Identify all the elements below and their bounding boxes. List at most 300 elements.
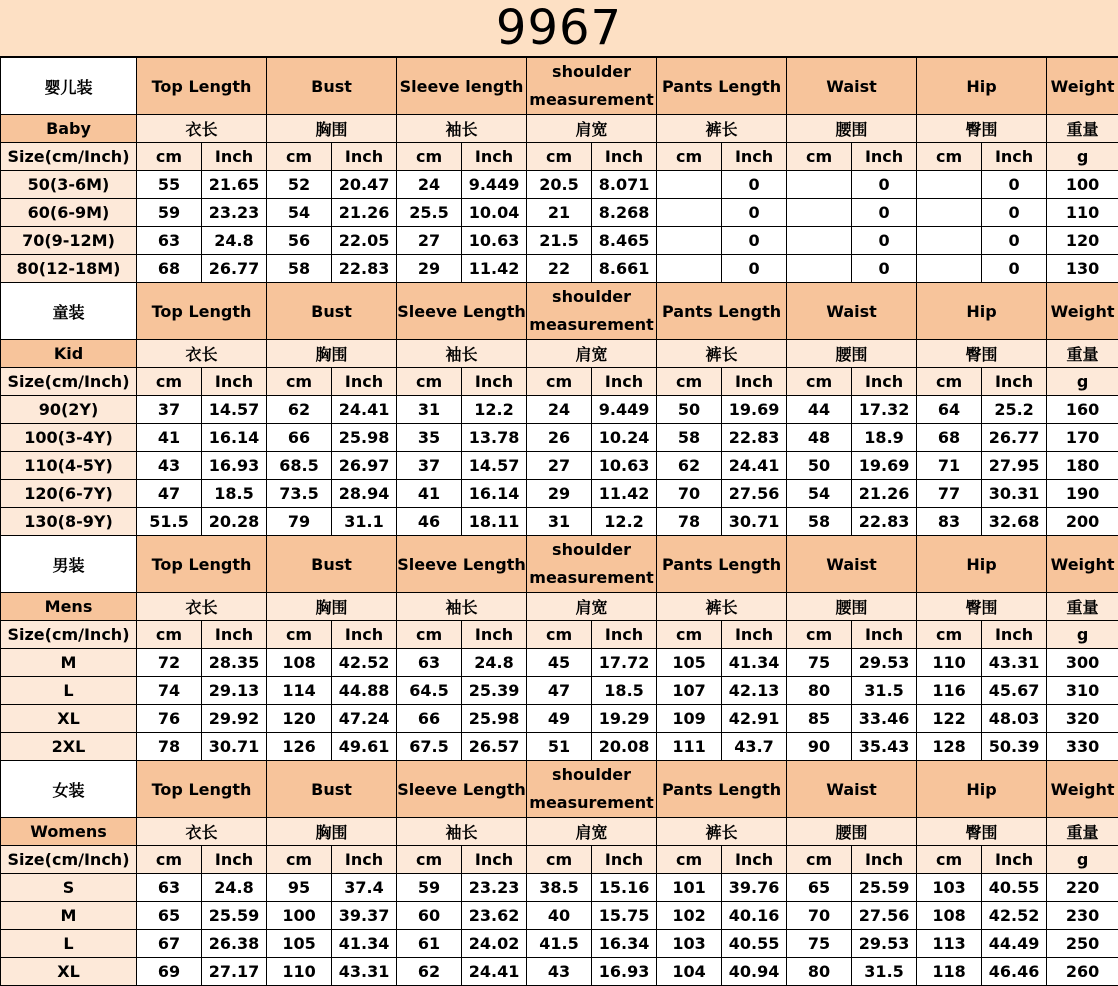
size-cell: S bbox=[1, 874, 137, 902]
cn-header: 胸围 bbox=[267, 115, 397, 143]
value-cell: 51 bbox=[527, 733, 592, 761]
value-cell: 68 bbox=[917, 424, 982, 452]
value-cell: 9.449 bbox=[462, 171, 527, 199]
inch-unit: Inch bbox=[332, 621, 397, 649]
inch-unit: Inch bbox=[722, 143, 787, 171]
value-cell: 77 bbox=[917, 480, 982, 508]
value-cell: 31.1 bbox=[332, 508, 397, 536]
value-cell: 62 bbox=[657, 452, 722, 480]
value-cell: 25.5 bbox=[397, 199, 462, 227]
cn-header: 肩宽 bbox=[527, 115, 657, 143]
value-cell: 59 bbox=[137, 199, 202, 227]
category-label: Kid bbox=[1, 340, 137, 368]
pants-length-header: Pants Length bbox=[657, 536, 787, 593]
cm-unit: cm bbox=[787, 143, 852, 171]
value-cell: 103 bbox=[917, 874, 982, 902]
value-cell: 100 bbox=[1047, 171, 1118, 199]
shoulder-header-line2: measurement bbox=[527, 789, 656, 817]
table-row bbox=[1, 452, 1118, 480]
value-cell: 330 bbox=[1047, 733, 1118, 761]
size-cell: M bbox=[1, 902, 137, 930]
top-length-header: Top Length bbox=[137, 761, 267, 818]
value-cell: 0 bbox=[722, 171, 787, 199]
weight-header: Weight bbox=[1047, 761, 1118, 818]
gram-unit: g bbox=[1047, 621, 1118, 649]
value-cell: 65 bbox=[787, 874, 852, 902]
inch-unit: Inch bbox=[332, 368, 397, 396]
cn-header: 重量 bbox=[1047, 340, 1118, 368]
value-cell: 56 bbox=[267, 227, 332, 255]
value-cell: 10.63 bbox=[462, 227, 527, 255]
value-cell: 45 bbox=[527, 649, 592, 677]
sleeve-length-header: Sleeve Length bbox=[397, 283, 527, 340]
weight-header: Weight bbox=[1047, 536, 1118, 593]
waist-header: Waist bbox=[787, 536, 917, 593]
sleeve-length-header: Sleeve Length bbox=[397, 536, 527, 593]
value-cell: 68 bbox=[137, 255, 202, 283]
value-cell: 63 bbox=[137, 874, 202, 902]
cm-unit: cm bbox=[267, 621, 332, 649]
value-cell: 28.35 bbox=[202, 649, 267, 677]
value-cell: 160 bbox=[1047, 396, 1118, 424]
value-cell: 49 bbox=[527, 705, 592, 733]
value-cell: 51.5 bbox=[137, 508, 202, 536]
value-cell: 26.77 bbox=[982, 424, 1047, 452]
value-cell: 220 bbox=[1047, 874, 1118, 902]
section-title: 婴儿装 bbox=[1, 58, 137, 115]
cn-header: 裤长 bbox=[657, 593, 787, 621]
gram-unit: g bbox=[1047, 368, 1118, 396]
value-cell: 76 bbox=[137, 705, 202, 733]
value-cell: 71 bbox=[917, 452, 982, 480]
value-cell: 85 bbox=[787, 705, 852, 733]
cn-header: 肩宽 bbox=[527, 818, 657, 846]
value-cell: 31 bbox=[527, 508, 592, 536]
shoulder-header bbox=[527, 761, 657, 818]
cn-header-row bbox=[1, 593, 1118, 621]
value-cell: 41.34 bbox=[722, 649, 787, 677]
inch-unit: Inch bbox=[462, 368, 527, 396]
size-cell: 80(12-18M) bbox=[1, 255, 137, 283]
pants-length-header: Pants Length bbox=[657, 283, 787, 340]
inch-unit: Inch bbox=[462, 846, 527, 874]
cm-unit: cm bbox=[527, 143, 592, 171]
size-cell: 60(6-9M) bbox=[1, 199, 137, 227]
table-row bbox=[1, 396, 1118, 424]
value-cell: 70 bbox=[657, 480, 722, 508]
value-cell: 42.91 bbox=[722, 705, 787, 733]
size-cell: 100(3-4Y) bbox=[1, 424, 137, 452]
value-cell: 22.83 bbox=[722, 424, 787, 452]
inch-unit: Inch bbox=[722, 846, 787, 874]
value-cell: 30.71 bbox=[202, 733, 267, 761]
section-title: 男装 bbox=[1, 536, 137, 593]
value-cell: 39.76 bbox=[722, 874, 787, 902]
section-title: 女装 bbox=[1, 761, 137, 818]
cm-unit: cm bbox=[397, 143, 462, 171]
cn-header: 袖长 bbox=[397, 593, 527, 621]
value-cell: 120 bbox=[267, 705, 332, 733]
value-cell: 18.5 bbox=[202, 480, 267, 508]
cn-header: 裤长 bbox=[657, 818, 787, 846]
value-cell: 21 bbox=[527, 199, 592, 227]
value-cell: 32.68 bbox=[982, 508, 1047, 536]
inch-unit: Inch bbox=[982, 368, 1047, 396]
value-cell: 75 bbox=[787, 930, 852, 958]
cn-header: 腰围 bbox=[787, 115, 917, 143]
header-row bbox=[1, 58, 1118, 115]
value-cell: 8.071 bbox=[592, 171, 657, 199]
value-cell: 29.53 bbox=[852, 930, 917, 958]
cn-header: 胸围 bbox=[267, 818, 397, 846]
cn-header: 衣长 bbox=[137, 340, 267, 368]
cn-header: 肩宽 bbox=[527, 340, 657, 368]
value-cell: 50.39 bbox=[982, 733, 1047, 761]
cm-unit: cm bbox=[137, 621, 202, 649]
value-cell: 170 bbox=[1047, 424, 1118, 452]
unit-row bbox=[1, 143, 1118, 171]
bust-header: Bust bbox=[267, 761, 397, 818]
value-cell: 24.02 bbox=[462, 930, 527, 958]
cn-header: 衣长 bbox=[137, 115, 267, 143]
cm-unit: cm bbox=[397, 621, 462, 649]
inch-unit: Inch bbox=[592, 846, 657, 874]
value-cell: 42.52 bbox=[982, 902, 1047, 930]
value-cell: 47 bbox=[527, 677, 592, 705]
value-cell: 0 bbox=[982, 171, 1047, 199]
value-cell: 16.93 bbox=[202, 452, 267, 480]
value-cell: 230 bbox=[1047, 902, 1118, 930]
value-cell: 23.23 bbox=[462, 874, 527, 902]
value-cell: 25.98 bbox=[332, 424, 397, 452]
value-cell: 64 bbox=[917, 396, 982, 424]
value-cell: 28.94 bbox=[332, 480, 397, 508]
value-cell: 0 bbox=[852, 227, 917, 255]
value-cell: 0 bbox=[982, 255, 1047, 283]
value-cell: 26.38 bbox=[202, 930, 267, 958]
table-row bbox=[1, 424, 1118, 452]
value-cell: 90 bbox=[787, 733, 852, 761]
unit-row bbox=[1, 846, 1118, 874]
value-cell: 79 bbox=[267, 508, 332, 536]
pants-length-header: Pants Length bbox=[657, 58, 787, 115]
value-cell: 37.4 bbox=[332, 874, 397, 902]
value-cell: 27.95 bbox=[982, 452, 1047, 480]
value-cell: 27 bbox=[397, 227, 462, 255]
value-cell: 27.56 bbox=[852, 902, 917, 930]
value-cell: 33.46 bbox=[852, 705, 917, 733]
hip-header: Hip bbox=[917, 58, 1047, 115]
value-cell: 20.08 bbox=[592, 733, 657, 761]
value-cell: 37 bbox=[137, 396, 202, 424]
value-cell: 128 bbox=[917, 733, 982, 761]
inch-unit: Inch bbox=[462, 621, 527, 649]
value-cell: 21.5 bbox=[527, 227, 592, 255]
value-cell: 40.16 bbox=[722, 902, 787, 930]
value-cell: 24 bbox=[397, 171, 462, 199]
value-cell: 21.26 bbox=[852, 480, 917, 508]
value-cell: 24.8 bbox=[202, 874, 267, 902]
value-cell: 26 bbox=[527, 424, 592, 452]
value-cell: 22.83 bbox=[332, 255, 397, 283]
value-cell: 110 bbox=[917, 649, 982, 677]
value-cell: 48.03 bbox=[982, 705, 1047, 733]
value-cell: 39.37 bbox=[332, 902, 397, 930]
value-cell: 72 bbox=[137, 649, 202, 677]
value-cell: 12.2 bbox=[592, 508, 657, 536]
value-cell: 64.5 bbox=[397, 677, 462, 705]
value-cell: 16.14 bbox=[202, 424, 267, 452]
value-cell: 18.11 bbox=[462, 508, 527, 536]
shoulder-header-line1: shoulder bbox=[527, 536, 656, 564]
value-cell: 29.13 bbox=[202, 677, 267, 705]
value-cell: 40.94 bbox=[722, 958, 787, 986]
value-cell: 8.661 bbox=[592, 255, 657, 283]
table-row bbox=[1, 255, 1118, 283]
value-cell: 15.75 bbox=[592, 902, 657, 930]
value-cell: 11.42 bbox=[462, 255, 527, 283]
value-cell: 62 bbox=[397, 958, 462, 986]
value-cell: 0 bbox=[722, 199, 787, 227]
value-cell: 31.5 bbox=[852, 677, 917, 705]
cm-unit: cm bbox=[267, 846, 332, 874]
hip-header: Hip bbox=[917, 536, 1047, 593]
table-row bbox=[1, 508, 1118, 536]
value-cell: 74 bbox=[137, 677, 202, 705]
inch-unit: Inch bbox=[202, 143, 267, 171]
cn-header: 腰围 bbox=[787, 340, 917, 368]
value-cell: 24.41 bbox=[332, 396, 397, 424]
gram-unit: g bbox=[1047, 143, 1118, 171]
table-row bbox=[1, 227, 1118, 255]
value-cell: 25.39 bbox=[462, 677, 527, 705]
cn-header: 裤长 bbox=[657, 340, 787, 368]
value-cell: 300 bbox=[1047, 649, 1118, 677]
table-row bbox=[1, 733, 1118, 761]
value-cell: 108 bbox=[267, 649, 332, 677]
cn-header: 臀围 bbox=[917, 593, 1047, 621]
value-cell: 25.59 bbox=[852, 874, 917, 902]
value-cell: 41.34 bbox=[332, 930, 397, 958]
hip-header: Hip bbox=[917, 761, 1047, 818]
shoulder-header bbox=[527, 283, 657, 340]
value-cell: 12.2 bbox=[462, 396, 527, 424]
cn-header: 重量 bbox=[1047, 115, 1118, 143]
cn-header-row bbox=[1, 115, 1118, 143]
inch-unit: Inch bbox=[332, 846, 397, 874]
value-cell: 0 bbox=[852, 171, 917, 199]
value-cell: 20.5 bbox=[527, 171, 592, 199]
size-unit-label: Size(cm/Inch) bbox=[1, 368, 137, 396]
value-cell: 27.17 bbox=[202, 958, 267, 986]
cn-header: 重量 bbox=[1047, 818, 1118, 846]
value-cell: 24 bbox=[527, 396, 592, 424]
value-cell: 108 bbox=[917, 902, 982, 930]
value-cell: 49.61 bbox=[332, 733, 397, 761]
value-cell: 78 bbox=[657, 508, 722, 536]
table-row bbox=[1, 958, 1118, 986]
value-cell: 0 bbox=[982, 227, 1047, 255]
value-cell: 63 bbox=[397, 649, 462, 677]
cn-header: 腰围 bbox=[787, 818, 917, 846]
value-cell: 24.41 bbox=[462, 958, 527, 986]
value-cell: 65 bbox=[137, 902, 202, 930]
inch-unit: Inch bbox=[852, 846, 917, 874]
value-cell bbox=[787, 255, 852, 283]
value-cell: 41 bbox=[137, 424, 202, 452]
value-cell: 27.56 bbox=[722, 480, 787, 508]
section-title: 童装 bbox=[1, 283, 137, 340]
value-cell: 25.98 bbox=[462, 705, 527, 733]
table-row bbox=[1, 171, 1118, 199]
header-row bbox=[1, 283, 1118, 340]
value-cell: 30.71 bbox=[722, 508, 787, 536]
waist-header: Waist bbox=[787, 761, 917, 818]
cm-unit: cm bbox=[527, 846, 592, 874]
cn-header: 衣长 bbox=[137, 593, 267, 621]
cm-unit: cm bbox=[657, 368, 722, 396]
table-row bbox=[1, 902, 1118, 930]
value-cell: 18.5 bbox=[592, 677, 657, 705]
value-cell: 100 bbox=[267, 902, 332, 930]
cm-unit: cm bbox=[787, 621, 852, 649]
cn-header: 胸围 bbox=[267, 340, 397, 368]
value-cell: 43.7 bbox=[722, 733, 787, 761]
size-cell: L bbox=[1, 677, 137, 705]
cn-header: 臀围 bbox=[917, 818, 1047, 846]
value-cell bbox=[917, 255, 982, 283]
size-chart-table bbox=[0, 57, 1118, 986]
gram-unit: g bbox=[1047, 846, 1118, 874]
cm-unit: cm bbox=[527, 368, 592, 396]
value-cell: 63 bbox=[137, 227, 202, 255]
shoulder-header-line2: measurement bbox=[527, 311, 656, 339]
size-cell: XL bbox=[1, 705, 137, 733]
value-cell: 29 bbox=[527, 480, 592, 508]
cm-unit: cm bbox=[267, 143, 332, 171]
table-row bbox=[1, 677, 1118, 705]
value-cell: 14.57 bbox=[462, 452, 527, 480]
value-cell: 40.55 bbox=[722, 930, 787, 958]
value-cell: 68.5 bbox=[267, 452, 332, 480]
value-cell: 113 bbox=[917, 930, 982, 958]
value-cell bbox=[657, 227, 722, 255]
value-cell: 62 bbox=[267, 396, 332, 424]
value-cell: 61 bbox=[397, 930, 462, 958]
value-cell: 250 bbox=[1047, 930, 1118, 958]
value-cell: 16.14 bbox=[462, 480, 527, 508]
inch-unit: Inch bbox=[592, 368, 657, 396]
value-cell: 10.63 bbox=[592, 452, 657, 480]
pants-length-header: Pants Length bbox=[657, 761, 787, 818]
value-cell: 25.59 bbox=[202, 902, 267, 930]
value-cell: 46 bbox=[397, 508, 462, 536]
value-cell: 35 bbox=[397, 424, 462, 452]
value-cell: 23.62 bbox=[462, 902, 527, 930]
value-cell: 45.67 bbox=[982, 677, 1047, 705]
value-cell: 24.8 bbox=[462, 649, 527, 677]
value-cell: 13.78 bbox=[462, 424, 527, 452]
value-cell: 29 bbox=[397, 255, 462, 283]
cm-unit: cm bbox=[137, 846, 202, 874]
sleeve-length-header: Sleeve Length bbox=[397, 761, 527, 818]
value-cell: 43 bbox=[527, 958, 592, 986]
unit-row bbox=[1, 621, 1118, 649]
value-cell: 69 bbox=[137, 958, 202, 986]
cm-unit: cm bbox=[787, 846, 852, 874]
cn-header-row bbox=[1, 340, 1118, 368]
value-cell: 95 bbox=[267, 874, 332, 902]
inch-unit: Inch bbox=[852, 621, 917, 649]
value-cell: 42.13 bbox=[722, 677, 787, 705]
cm-unit: cm bbox=[917, 621, 982, 649]
value-cell: 30.31 bbox=[982, 480, 1047, 508]
value-cell: 73.5 bbox=[267, 480, 332, 508]
value-cell: 17.72 bbox=[592, 649, 657, 677]
value-cell: 260 bbox=[1047, 958, 1118, 986]
value-cell: 66 bbox=[267, 424, 332, 452]
value-cell: 26.97 bbox=[332, 452, 397, 480]
cn-header: 袖长 bbox=[397, 340, 527, 368]
value-cell: 101 bbox=[657, 874, 722, 902]
value-cell: 47 bbox=[137, 480, 202, 508]
cm-unit: cm bbox=[527, 621, 592, 649]
value-cell: 20.28 bbox=[202, 508, 267, 536]
cm-unit: cm bbox=[137, 143, 202, 171]
value-cell: 42.52 bbox=[332, 649, 397, 677]
value-cell: 110 bbox=[267, 958, 332, 986]
value-cell: 103 bbox=[657, 930, 722, 958]
table-row bbox=[1, 930, 1118, 958]
value-cell bbox=[787, 171, 852, 199]
hip-header: Hip bbox=[917, 283, 1047, 340]
value-cell: 11.42 bbox=[592, 480, 657, 508]
value-cell: 80 bbox=[787, 677, 852, 705]
value-cell: 54 bbox=[787, 480, 852, 508]
cn-header-row bbox=[1, 818, 1118, 846]
value-cell bbox=[787, 227, 852, 255]
value-cell: 40.55 bbox=[982, 874, 1047, 902]
cm-unit: cm bbox=[267, 368, 332, 396]
value-cell: 25.2 bbox=[982, 396, 1047, 424]
value-cell: 0 bbox=[852, 199, 917, 227]
value-cell: 24.41 bbox=[722, 452, 787, 480]
cn-header: 裤长 bbox=[657, 115, 787, 143]
value-cell: 19.69 bbox=[852, 452, 917, 480]
value-cell: 22.83 bbox=[852, 508, 917, 536]
value-cell: 75 bbox=[787, 649, 852, 677]
value-cell: 22 bbox=[527, 255, 592, 283]
weight-header: Weight bbox=[1047, 283, 1118, 340]
size-cell: 50(3-6M) bbox=[1, 171, 137, 199]
category-label: Womens bbox=[1, 818, 137, 846]
size-cell: 110(4-5Y) bbox=[1, 452, 137, 480]
value-cell: 58 bbox=[787, 508, 852, 536]
value-cell: 105 bbox=[267, 930, 332, 958]
value-cell: 180 bbox=[1047, 452, 1118, 480]
inch-unit: Inch bbox=[982, 143, 1047, 171]
value-cell: 118 bbox=[917, 958, 982, 986]
value-cell: 107 bbox=[657, 677, 722, 705]
bust-header: Bust bbox=[267, 58, 397, 115]
value-cell: 38.5 bbox=[527, 874, 592, 902]
size-unit-label: Size(cm/Inch) bbox=[1, 846, 137, 874]
value-cell: 126 bbox=[267, 733, 332, 761]
value-cell bbox=[657, 255, 722, 283]
value-cell: 19.69 bbox=[722, 396, 787, 424]
shoulder-header-line1: shoulder bbox=[527, 283, 656, 311]
bust-header: Bust bbox=[267, 536, 397, 593]
